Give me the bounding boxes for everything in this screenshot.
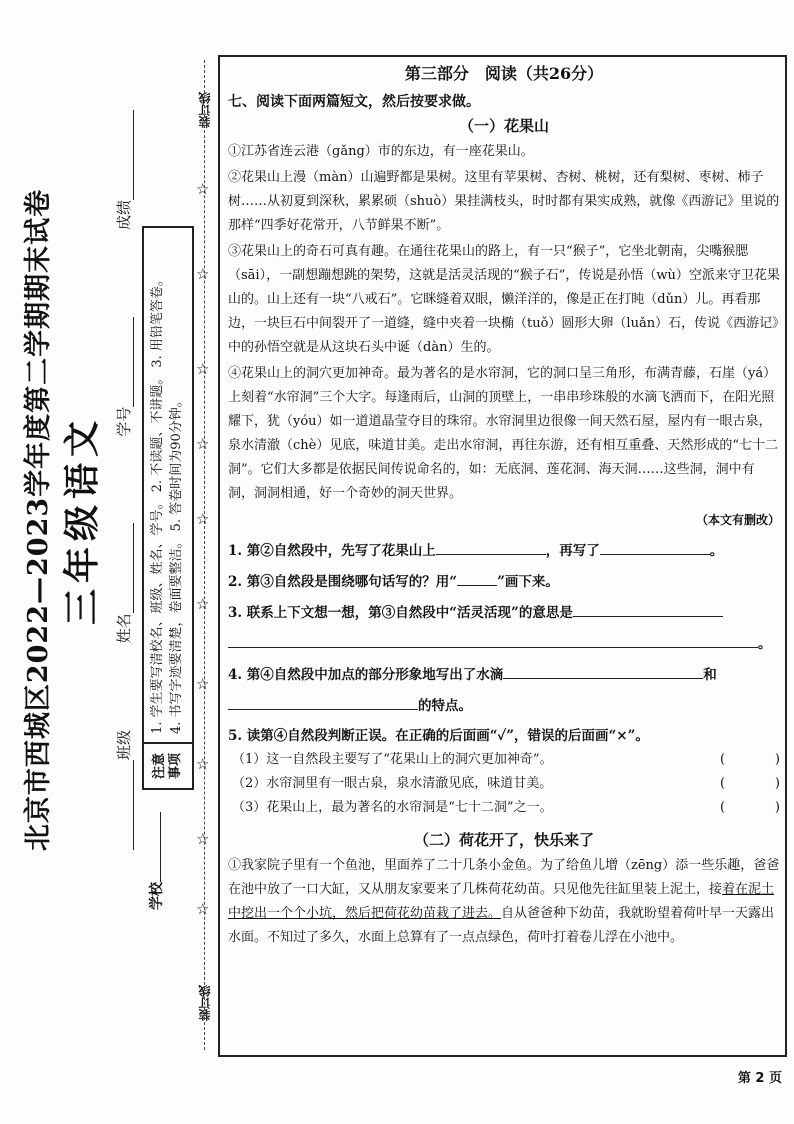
question-7-heading: 七、阅读下面两篇短文，然后按要求做。 [228, 94, 480, 110]
exam-header-rotated [6, 70, 206, 970]
exam-subject: 三年级语文 [61, 415, 103, 626]
star-icon: ☆ [196, 510, 210, 528]
passage-1-paragraph-1: ①江苏省连云港（gǎng）市的东边，有一座花果山。 [228, 144, 534, 159]
question-1: 1. 第②自然段中，先写了花果山上 ，再写了 。 [228, 538, 780, 563]
class-field[interactable]: 班级 [104, 730, 134, 850]
binding-stars [196, 170, 212, 1050]
abridged-note: （本文有删改） [695, 513, 780, 527]
passage-2-paragraph-1: ①我家院子里有一个鱼池，里面养了二十几条小金鱼。为了给鱼儿增（zēng）添一些乐趣，爸爸在池中放了一口大缸，又从朋友家要来了几株荷花幼苗。只见他先往缸里装上泥土，接着在泥土中挖出一个个小坑，然后把荷花幼苗栽了进去。自从爸爸种下幼苗，我就盼望着荷叶早一天露出水面。不知过了多久，水面上总算有了一点点绿色，荷叶打着卷儿浮在小池中。 [228, 858, 780, 945]
star-icon: ☆ [196, 360, 210, 378]
star-icon: ☆ [196, 435, 210, 453]
question-5: 5. 读第④自然段判断正误。在正确的后面画“✓”，错误的后面画“×”。 [228, 728, 649, 744]
star-icon: ☆ [196, 265, 210, 283]
notes-text: 1. 学生要写清校名、班级、姓名、学号。 2. 不读题、不讲题。 3. 用铅笔答卷。 4. 书写字迹要清楚，卷面要整洁。 5. 答卷时间为90分钟。 [150, 273, 184, 734]
answer-blank[interactable] [228, 693, 418, 710]
star-icon: ☆ [196, 830, 210, 848]
answer-blank[interactable] [600, 538, 710, 555]
star-icon: ☆ [196, 675, 210, 693]
question-4: 4. 第④自然段中加点的部分形象地写出了水滴 和 [228, 662, 780, 687]
score-field[interactable]: 成绩 [104, 110, 134, 230]
answer-blank[interactable] [503, 662, 703, 679]
answer-blank[interactable] [228, 631, 758, 648]
judge-item-1: （1）这一自然段主要写了“花果山上的洞穴更加神奇”。 ( ) [228, 748, 780, 772]
star-icon: ☆ [196, 180, 210, 198]
star-icon: ☆ [196, 755, 210, 773]
name-field[interactable]: 姓名 [104, 523, 134, 643]
student-number-field[interactable]: 学号 [104, 317, 134, 437]
answer-parentheses[interactable]: ( ) [720, 776, 780, 791]
passage-1-paragraph-4: ④花果山上的洞穴更加神奇。最为著名的是水帘洞，它的洞口呈三角形，布满青藤，石崖（yá）上刻着“水帘洞”三个大字。每逢雨后，山洞的顶壁上，一串串珍珠般的水滴飞洒而下，在阳光照耀下，犹（yóu）如一道道晶莹夺目的珠帘。水帘洞里边很像一间天然石屋，屋内有一眼古泉，泉水清澈（chè）见底，味道甘美。走出水帘洞，再往东游，还有相互重叠、天然形成的“七十二洞”。它们大多都是依据民间传说命名的，如：无底洞、莲花洞、海天洞……这些洞，洞中有洞，洞洞相通，好一个奇妙的洞天世界。 [228, 366, 778, 501]
underlined-sentence: 着在泥土中挖出一个个小坑，然后把荷花幼苗栽了进去。 [228, 882, 775, 921]
notes-label: 注意 事项 [144, 742, 192, 788]
question-2: 2. 第③自然段是围绕哪句话写的？用“ ”画下来。 [228, 569, 780, 594]
passage-1-title: （一）花果山 [458, 117, 549, 135]
question-3-line-2: 。 [228, 631, 780, 656]
page-number: 第 2 页 [737, 1071, 782, 1086]
section-title: 第三部分 阅读（共26分） [404, 64, 604, 83]
answer-parentheses[interactable]: ( ) [720, 800, 780, 815]
question-4-line-2: 的特点。 [228, 693, 780, 718]
main-content [228, 62, 780, 952]
answer-parentheses[interactable]: ( ) [720, 752, 780, 767]
binding-line-label-top: 装订线 [198, 92, 212, 128]
passage-2-title: （二）荷花开了，快乐来了 [413, 831, 594, 849]
exam-title: 北京市西城区2022—2023学年度第二学期期末试卷 [23, 188, 54, 852]
passage-1-paragraph-3: ③花果山上的奇石可真有趣。在通往花果山的路上，有一只“猴子”，它坐北朝南，尖嘴猴腮（sāi），一副想蹦想跳的架势，这就是活灵活现的“猴子石”，传说是孙悟（wù）空派来守卫花果山的。山上还有一块“八戒石”。它眯缝着双眼，懒洋洋的，像是正在打盹（dǔn）儿。再看那边，一块巨石中间裂开了一道缝，缝中夹着一块椭（tuǒ）圆形大卵（luǎn）石，传说《西游记》中的孙悟空就是从这块石头中诞（dàn）生的。 [228, 244, 780, 355]
binding-strip [0, 0, 212, 1124]
answer-blank[interactable] [573, 600, 723, 617]
binding-line-label-bottom: 装订线 [198, 985, 212, 1021]
judge-item-2: （2）水帘洞里有一眼古泉，泉水清澈见底，味道甘美。 ( ) [228, 772, 780, 796]
star-icon: ☆ [196, 595, 210, 613]
school-field[interactable]: 学校 [146, 812, 166, 910]
underline-sample [457, 569, 497, 586]
star-icon: ☆ [196, 900, 210, 918]
student-info-fields [104, 110, 134, 850]
passage-1-paragraph-2: ②花果山上漫（màn）山遍野都是果树。这里有苹果树、杏树、桃树，还有梨树、枣树、柿子树……从初夏到深秋，累累硕（shuò）果挂满枝头，时时都有果实成熟，就像《西游记》里说的那样“四季好花常开，八节鲜果不断”。 [228, 170, 780, 233]
notes-box [142, 226, 194, 790]
answer-blank[interactable] [436, 538, 546, 555]
question-3: 3. 联系上下文想一想，第③自然段中“活灵活现”的意思是 [228, 600, 780, 625]
judge-item-3: （3）花果山上，最为著名的水帘洞是“七十二洞”之一。 ( ) [228, 796, 780, 820]
